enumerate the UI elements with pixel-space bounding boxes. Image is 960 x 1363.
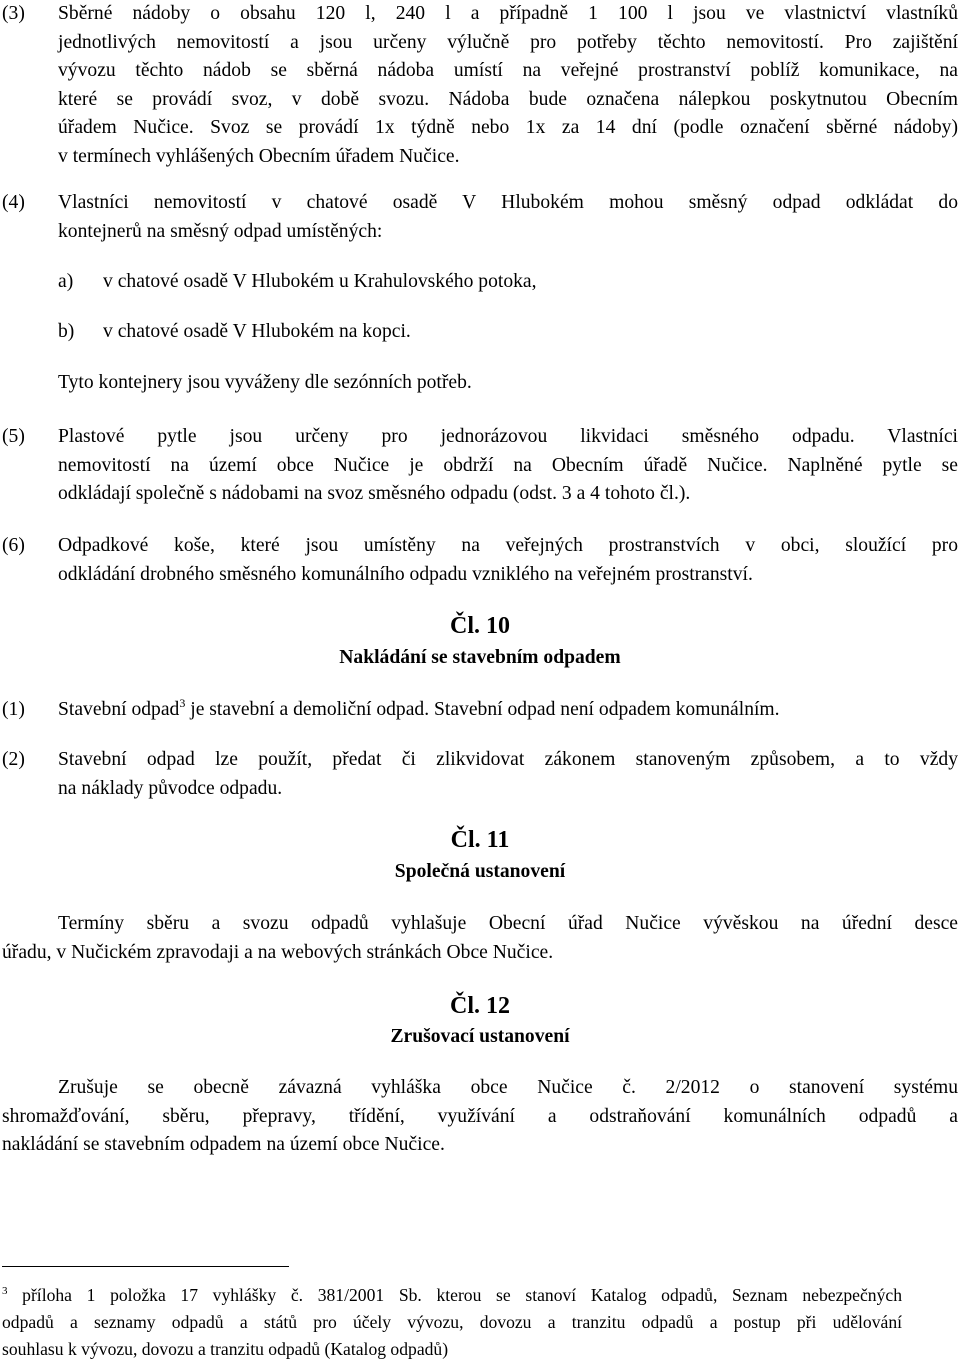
text-line: nakládání se stavebním odpadem na území obce Nučice. (2, 1134, 445, 1155)
text-line: Odpadkové koše, které jsou umístěny na veřejných prostranstvích v obci, sloužící pro (58, 535, 958, 556)
list-item-text: v chatové osadě V Hlubokém na kopci. (103, 321, 411, 342)
list-item-letter: a) (58, 271, 74, 292)
text-line: jednotlivých nemovitostí a jsou určeny výlučně pro potřeby těchto nemovitostí. Pro zajištění (58, 31, 958, 53)
article-10-paragraph-1 (0, 696, 958, 725)
text-line: odkládání drobného směsného komunálního odpadu vzniklého na veřejném prostranství. (58, 563, 753, 585)
text-line: úřadem Nučice. Svoz se provádí 1x týdně nebo 1x za 14 dní (podle označení sběrné nádoby) (58, 117, 958, 138)
paragraph-number: (3) (2, 3, 25, 24)
text-line: na náklady původce odpadu. (58, 777, 283, 799)
article-12-number: Čl. 12 (450, 993, 510, 1019)
text-segment: příloha 1 položka 17 vyhlášky č. 381/2001 Sb. kterou se stanoví Katalog odpadů, Seznam nebezpečných (7, 1285, 902, 1305)
article-11-title: Společná ustanovení (394, 861, 566, 882)
list-item-text: v chatové osadě V Hlubokém u Krahulovského potoka, (103, 271, 537, 292)
paragraph-number: (1) (2, 699, 25, 720)
paragraph-text (58, 696, 958, 725)
list-item-letter: b) (58, 321, 75, 342)
article-11-number: Čl. 11 (450, 827, 510, 853)
text-line: Stavební odpad lze použít, předat či zlikvidovat zákonem stanoveným způsobem, a to vždy (58, 749, 958, 770)
text-line: vývozu těchto nádob se sběrná nádoba umístí na veřejné prostranství poblíž komunikace, na (58, 60, 958, 81)
text-line (2, 1282, 902, 1309)
paragraph-number: (2) (2, 749, 25, 770)
closing-text: Tyto kontejnery jsou vyváženy dle sezónních potřeb. (58, 372, 472, 393)
list-item-b (58, 318, 411, 347)
text-line: Zrušuje se obecně závazná vyhláška obce Nučice č. 2/2012 o stanovení systému (58, 1077, 958, 1098)
paragraph-text (58, 746, 958, 803)
footnote-marker: 3 (2, 1285, 8, 1297)
text-line: odkládají společně s nádobami na svoz směsného odpadu (odst. 3 a 4 tohoto čl.). (58, 483, 691, 504)
text-line: Sběrné nádoby o obsahu 120 l, 240 l a případně 1 100 l jsou ve vlastnictví vlastníků (58, 3, 958, 24)
article-10-title: Nakládání se stavebním odpadem (339, 647, 621, 668)
article-10-number: Čl. 10 (450, 613, 510, 639)
paragraph-6 (0, 532, 958, 589)
text-line: v termínech vyhlášených Obecním úřadem Nučice. (58, 145, 460, 167)
footnote-separator (2, 1266, 289, 1267)
text-line: shromažďování, sběru, přepravy, třídění, využívání a odstraňování komunálních odpadů a (2, 1105, 958, 1127)
text-line (58, 696, 780, 720)
text-line: Plastové pytle jsou určeny pro jednorázovou likvidaci směsného odpadu. Vlastníci (58, 426, 958, 447)
paragraph-number: (4) (2, 192, 25, 213)
footnote (2, 1282, 902, 1363)
article-12-text (2, 1074, 958, 1160)
paragraph-number: (5) (2, 426, 25, 447)
paragraph-text (58, 0, 958, 171)
text-segment: je stavební a demoliční odpad. Stavební odpad není odpadem komunálním. (185, 699, 780, 720)
text-segment: Stavební odpad (58, 699, 180, 720)
article-11-text (2, 910, 958, 967)
paragraph-3 (0, 0, 958, 171)
article-10-paragraph-2 (0, 746, 958, 803)
article-12-title: Zrušovací ustanovení (390, 1026, 570, 1047)
text-line: nemovitostí na území obce Nučice je obdrží na Obecním úřadě Nučice. Naplněné pytle se (58, 454, 958, 476)
text-line: Termíny sběru a svozu odpadů vyhlašuje Obecní úřad Nučice vývěskou na úřední desce (58, 913, 958, 934)
text-line: Vlastníci nemovitostí v chatové osadě V Hlubokém mohou směsný odpad odkládat do (58, 192, 958, 213)
text-line: kontejnerů na směsný odpad umístěných: (58, 220, 383, 242)
paragraph-text (58, 532, 958, 589)
paragraph-4 (0, 189, 958, 246)
text-line: souhlasu k vývozu, dovozu a tranzitu odpadů (Katalog odpadů) (2, 1339, 449, 1359)
paragraph-text (58, 423, 958, 509)
text-line: které se provádí svoz, v době svozu. Nádoba bude označena nálepkou poskytnutou Obecním (58, 88, 958, 110)
paragraph-5 (0, 423, 958, 509)
paragraph-4-closing (58, 369, 472, 398)
text-line: úřadu, v Nučickém zpravodaji a na webových stránkách Obce Nučice. (2, 941, 554, 963)
paragraph-number: (6) (2, 535, 25, 556)
list-item-a (58, 268, 537, 297)
footnote-reference: 3 (179, 696, 186, 710)
text-line: odpadů a seznamy odpadů a států pro účely vývozu, dovozu a tranzitu odpadů a postup při udělování (2, 1312, 902, 1332)
paragraph-text (58, 189, 958, 246)
